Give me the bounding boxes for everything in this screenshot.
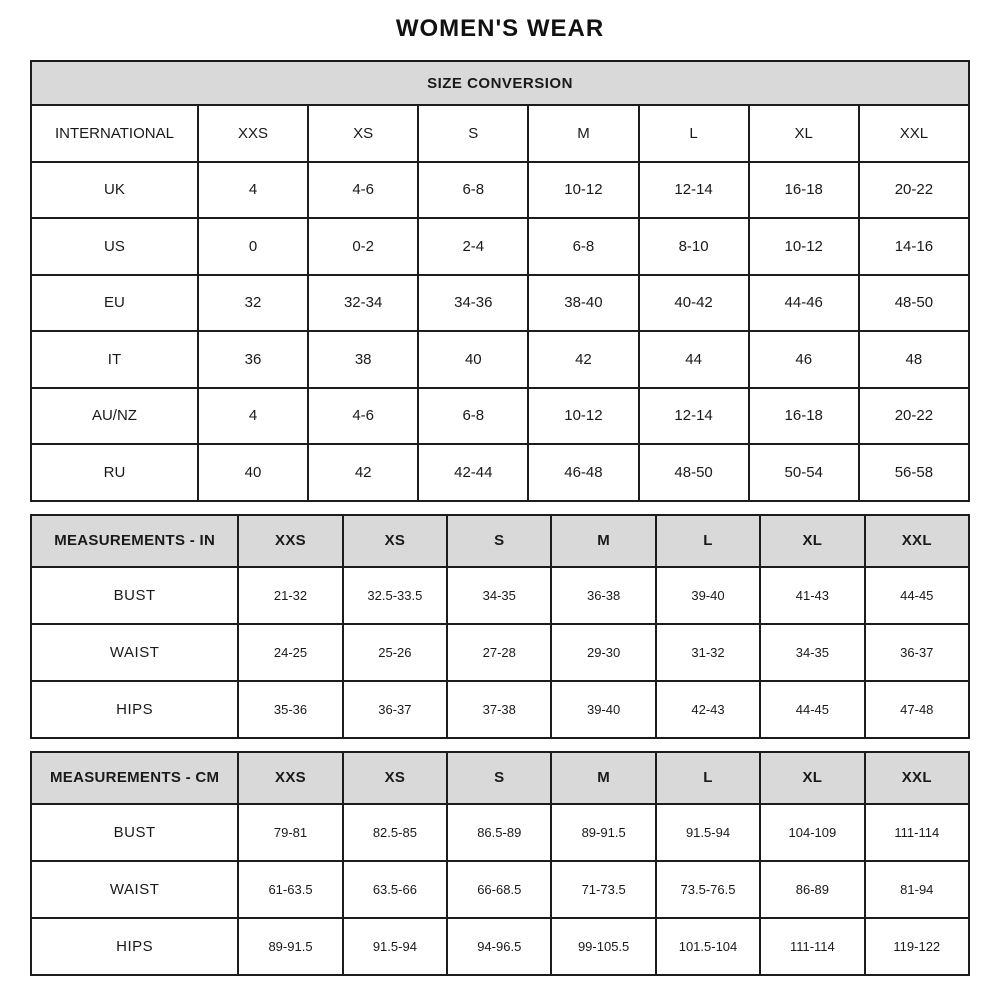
table-cell: 36-37 — [865, 624, 969, 681]
table-row — [31, 105, 969, 162]
row-label: INTERNATIONAL — [31, 105, 198, 162]
table-cell: 44-46 — [749, 275, 859, 332]
table-cell: 50-54 — [749, 444, 859, 501]
table-cell: 111-114 — [865, 804, 969, 861]
table-cell: 42 — [308, 444, 418, 501]
table-row — [31, 624, 969, 681]
column-header: XXL — [865, 515, 969, 567]
table-cell: 44-45 — [865, 567, 969, 624]
table-cell: 36 — [198, 331, 308, 388]
table-cell: 44 — [639, 331, 749, 388]
column-header: L — [656, 752, 760, 804]
column-header: XXS — [238, 515, 342, 567]
table-cell: 40 — [198, 444, 308, 501]
table-cell: 8-10 — [639, 218, 749, 275]
table-cell: 29-30 — [551, 624, 655, 681]
table-cell: 89-91.5 — [238, 918, 342, 975]
row-label: US — [31, 218, 198, 275]
row-label: BUST — [31, 804, 238, 861]
table-cell: 0 — [198, 218, 308, 275]
table-cell: 20-22 — [859, 162, 969, 219]
table-cell: 40 — [418, 331, 528, 388]
table-cell: 16-18 — [749, 162, 859, 219]
table-cell: 38 — [308, 331, 418, 388]
column-header: XL — [760, 515, 864, 567]
row-label: AU/NZ — [31, 388, 198, 445]
table-cell: 91.5-94 — [343, 918, 447, 975]
table-cell: 32 — [198, 275, 308, 332]
table-cell: 63.5-66 — [343, 861, 447, 918]
table-cell: 24-25 — [238, 624, 342, 681]
table-row — [31, 331, 969, 388]
table-row — [31, 162, 969, 219]
table-cell: 36-37 — [343, 681, 447, 738]
table-row — [31, 515, 969, 567]
table-cell: XXS — [198, 105, 308, 162]
table-cell: 41-43 — [760, 567, 864, 624]
table-row — [31, 61, 969, 105]
table-row — [31, 388, 969, 445]
table-cell: 47-48 — [865, 681, 969, 738]
row-label: WAIST — [31, 861, 238, 918]
table-cell: 42-43 — [656, 681, 760, 738]
table-cell: 10-12 — [749, 218, 859, 275]
table-cell: 36-38 — [551, 567, 655, 624]
column-header: S — [447, 515, 551, 567]
row-label: BUST — [31, 567, 238, 624]
page-title: WOMEN'S WEAR — [395, 15, 605, 42]
table-cell: 6-8 — [418, 388, 528, 445]
table-cell: 38-40 — [528, 275, 638, 332]
column-header: M — [551, 752, 655, 804]
table-cell: 40-42 — [639, 275, 749, 332]
measurements-in-table — [30, 514, 970, 739]
table-cell: 37-38 — [447, 681, 551, 738]
row-label: HIPS — [31, 918, 238, 975]
table-cell: 91.5-94 — [656, 804, 760, 861]
table-cell: 71-73.5 — [551, 861, 655, 918]
table-cell: 0-2 — [308, 218, 418, 275]
table-cell: 4 — [198, 388, 308, 445]
table-cell: 73.5-76.5 — [656, 861, 760, 918]
table-cell: 56-58 — [859, 444, 969, 501]
table-cell: 27-28 — [447, 624, 551, 681]
table-row — [31, 861, 969, 918]
column-header: S — [447, 752, 551, 804]
table-cell: 34-35 — [760, 624, 864, 681]
table-cell: 42-44 — [418, 444, 528, 501]
table-cell: 94-96.5 — [447, 918, 551, 975]
table-cell: 111-114 — [760, 918, 864, 975]
table-cell: 104-109 — [760, 804, 864, 861]
column-header: XS — [343, 752, 447, 804]
column-header: XL — [760, 752, 864, 804]
table-cell: 79-81 — [238, 804, 342, 861]
size-conversion-table — [30, 60, 970, 502]
column-header: M — [551, 515, 655, 567]
column-header: XXL — [865, 752, 969, 804]
table-cell: 101.5-104 — [656, 918, 760, 975]
table-cell: 2-4 — [418, 218, 528, 275]
table-cell: 42 — [528, 331, 638, 388]
table-cell: 25-26 — [343, 624, 447, 681]
table-cell: 12-14 — [639, 388, 749, 445]
row-label: RU — [31, 444, 198, 501]
table-cell: 20-22 — [859, 388, 969, 445]
table-title: MEASUREMENTS - IN — [31, 515, 238, 567]
table-cell: 46-48 — [528, 444, 638, 501]
table-cell: 31-32 — [656, 624, 760, 681]
column-header: L — [656, 515, 760, 567]
table-row — [31, 218, 969, 275]
table-row — [31, 444, 969, 501]
row-label: HIPS — [31, 681, 238, 738]
table-cell: L — [639, 105, 749, 162]
table-cell: 6-8 — [528, 218, 638, 275]
column-header: XXS — [238, 752, 342, 804]
table-cell: S — [418, 105, 528, 162]
table-cell: 4-6 — [308, 162, 418, 219]
row-label: IT — [31, 331, 198, 388]
table-cell: 89-91.5 — [551, 804, 655, 861]
table-row — [31, 567, 969, 624]
table-cell: XS — [308, 105, 418, 162]
table-row — [31, 752, 969, 804]
table-cell: 32.5-33.5 — [343, 567, 447, 624]
table-cell: XXL — [859, 105, 969, 162]
table-row — [31, 804, 969, 861]
row-label: EU — [31, 275, 198, 332]
table-cell: 34-36 — [418, 275, 528, 332]
table-cell: 12-14 — [639, 162, 749, 219]
table-cell: 86.5-89 — [447, 804, 551, 861]
size-conversion-header: SIZE CONVERSION — [31, 61, 969, 105]
table-cell: 10-12 — [528, 388, 638, 445]
measurements-cm-table — [30, 751, 970, 976]
table-cell: 81-94 — [865, 861, 969, 918]
table-cell: 66-68.5 — [447, 861, 551, 918]
table-cell: 86-89 — [760, 861, 864, 918]
table-title: MEASUREMENTS - CM — [31, 752, 238, 804]
table-cell: 34-35 — [447, 567, 551, 624]
table-cell: 119-122 — [865, 918, 969, 975]
table-cell: 61-63.5 — [238, 861, 342, 918]
table-cell: 39-40 — [656, 567, 760, 624]
table-cell: 14-16 — [859, 218, 969, 275]
table-cell: 48-50 — [859, 275, 969, 332]
table-cell: 39-40 — [551, 681, 655, 738]
table-cell: 82.5-85 — [343, 804, 447, 861]
table-cell: 99-105.5 — [551, 918, 655, 975]
table-row — [31, 918, 969, 975]
table-cell: 46 — [749, 331, 859, 388]
table-cell: 32-34 — [308, 275, 418, 332]
table-cell: 16-18 — [749, 388, 859, 445]
row-label: WAIST — [31, 624, 238, 681]
table-cell: 35-36 — [238, 681, 342, 738]
table-cell: M — [528, 105, 638, 162]
row-label: UK — [31, 162, 198, 219]
table-cell: 44-45 — [760, 681, 864, 738]
table-cell: 48-50 — [639, 444, 749, 501]
table-row — [31, 681, 969, 738]
table-cell: 10-12 — [528, 162, 638, 219]
table-cell: 6-8 — [418, 162, 528, 219]
table-cell: XL — [749, 105, 859, 162]
table-cell: 4 — [198, 162, 308, 219]
table-row — [31, 275, 969, 332]
table-cell: 21-32 — [238, 567, 342, 624]
table-cell: 48 — [859, 331, 969, 388]
column-header: XS — [343, 515, 447, 567]
table-cell: 4-6 — [308, 388, 418, 445]
